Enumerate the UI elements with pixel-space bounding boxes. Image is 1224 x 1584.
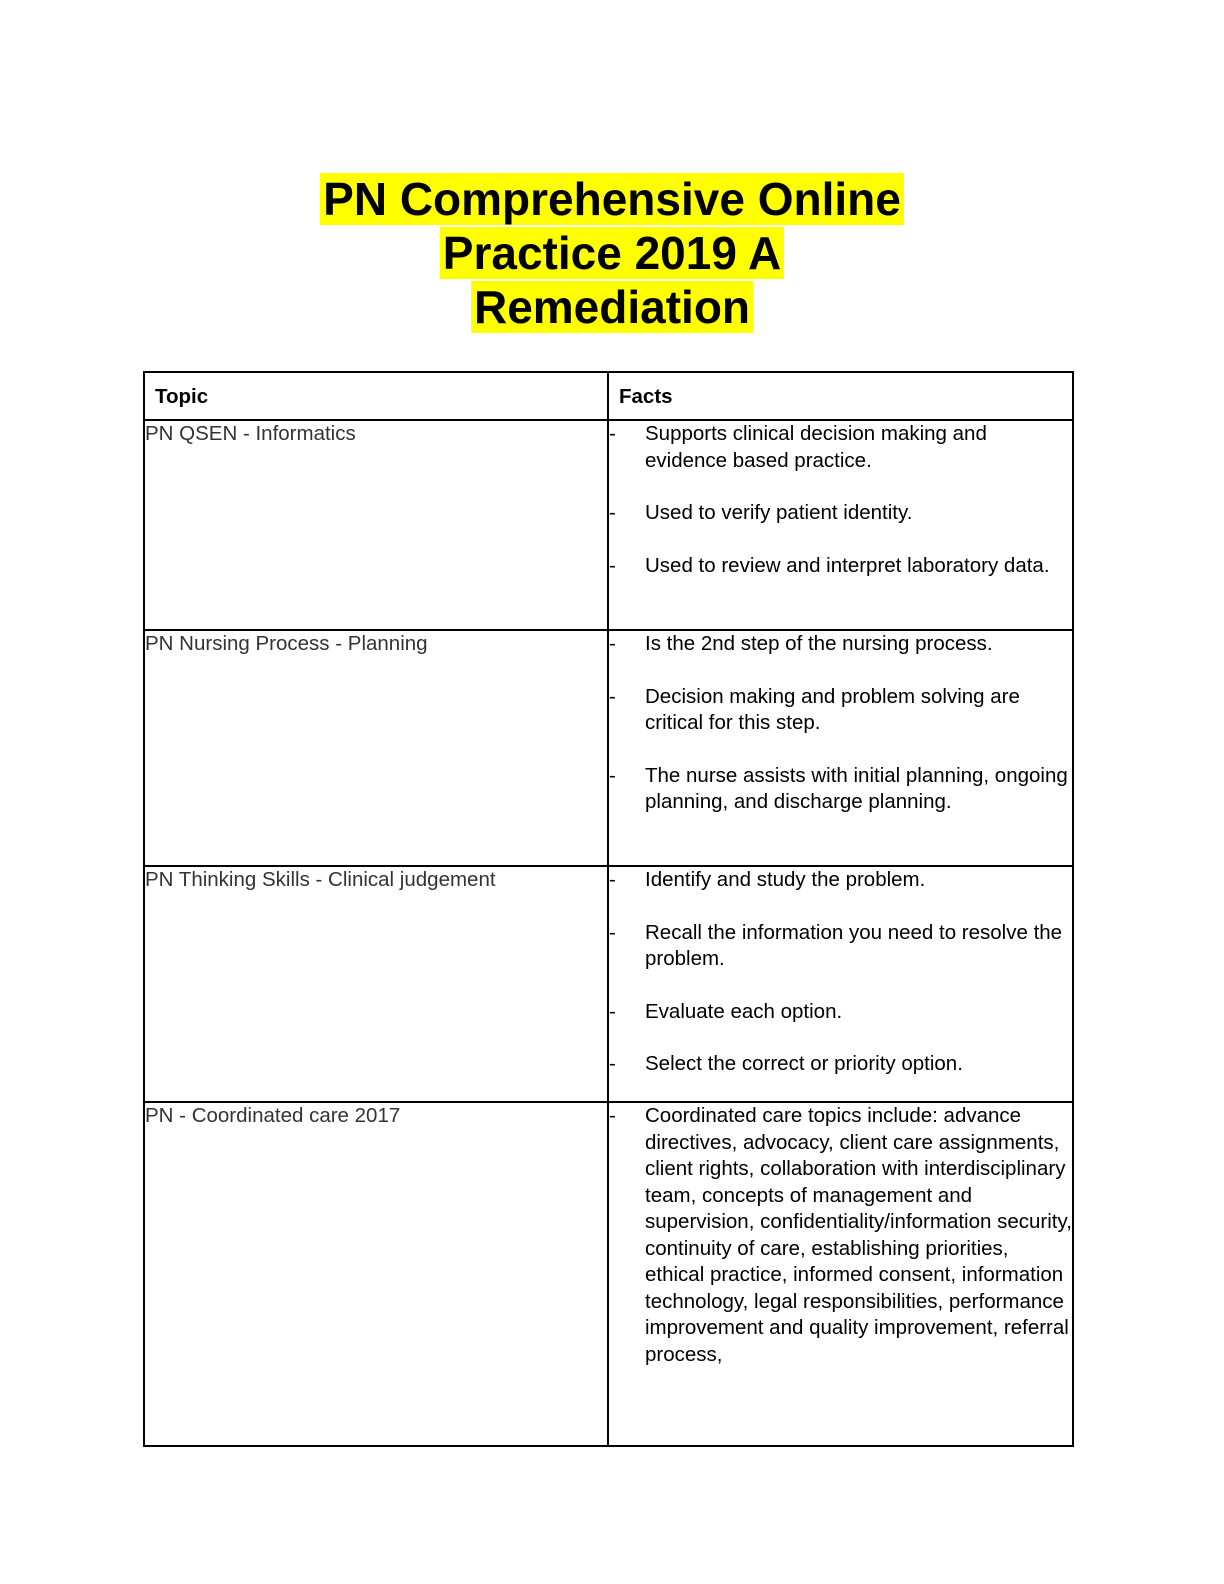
- table-row: [144, 420, 1073, 630]
- dash-bullet-icon: -: [609, 501, 616, 524]
- fact-item: - The nurse assists with initial planning, ongoing planning, and discharge planning.: [609, 763, 1068, 813]
- fact-list: [609, 421, 1072, 579]
- dash-bullet-icon: -: [609, 999, 616, 1023]
- table-header-row: [144, 372, 1073, 420]
- table-row: [144, 866, 1073, 1102]
- fact-item: - Coordinated care topics include: advance directives, advocacy, client care assignments, client rights, collaboration with interdisciplinary team, concepts of management and supervision, confidentiality/information security, continuity of care, establishing priorities, ethical practice, informed consent, information technology, legal responsibilities, performance improvement and quality improvement, referral process,: [609, 1104, 1072, 1366]
- dash-bullet-icon: -: [609, 1052, 616, 1075]
- fact-item: - Is the 2nd step of the nursing process.: [609, 631, 1072, 658]
- title-line-3: Remediation: [0, 280, 1224, 334]
- fact-list: [609, 867, 1072, 1078]
- fact-item: - Used to verify patient identity.: [609, 500, 1072, 527]
- fact-item: - Supports clinical decision making and evidence based practice.: [609, 422, 987, 472]
- fact-list: [609, 1103, 1072, 1368]
- dash-bullet-icon: -: [609, 920, 616, 944]
- table-row: [144, 1102, 1073, 1446]
- title-line-2: Practice 2019 A: [0, 226, 1224, 280]
- facts-cell: [608, 630, 1073, 866]
- topic-cell: PN Nursing Process - Planning: [144, 630, 608, 866]
- fact-item: - Evaluate each option.: [609, 999, 1072, 1026]
- dash-bullet-icon: -: [609, 1104, 616, 1127]
- fact-item: - Decision making and problem solving are critical for this step.: [609, 684, 1020, 734]
- facts-cell: [608, 420, 1073, 630]
- title-line-1: PN Comprehensive Online: [0, 172, 1224, 226]
- topic-cell: PN Thinking Skills - Clinical judgement: [144, 866, 608, 1102]
- topic-cell: PN QSEN - Informatics: [144, 420, 608, 630]
- fact-item: - Select the correct or priority option.: [609, 1051, 1072, 1078]
- fact-list: [609, 631, 1072, 816]
- dash-bullet-icon: -: [609, 632, 616, 655]
- dash-bullet-icon: -: [609, 553, 616, 577]
- topic-cell: PN - Coordinated care 2017: [144, 1102, 608, 1446]
- facts-column-header: Facts: [608, 372, 1073, 420]
- topic-column-header: Topic: [144, 372, 608, 420]
- fact-item: - Recall the information you need to resolve the problem.: [609, 920, 1063, 970]
- facts-cell: [608, 866, 1073, 1102]
- dash-bullet-icon: -: [609, 763, 616, 787]
- dash-bullet-icon: -: [609, 684, 616, 708]
- document-title: [0, 172, 1224, 334]
- dash-bullet-icon: -: [609, 868, 616, 891]
- fact-item: - Identify and study the problem.: [609, 867, 1072, 894]
- table-row: [144, 630, 1073, 866]
- remediation-table: [143, 371, 1074, 1447]
- facts-cell: [608, 1102, 1073, 1446]
- fact-item: - Used to review and interpret laboratory data.: [609, 553, 1072, 580]
- dash-bullet-icon: -: [609, 422, 616, 445]
